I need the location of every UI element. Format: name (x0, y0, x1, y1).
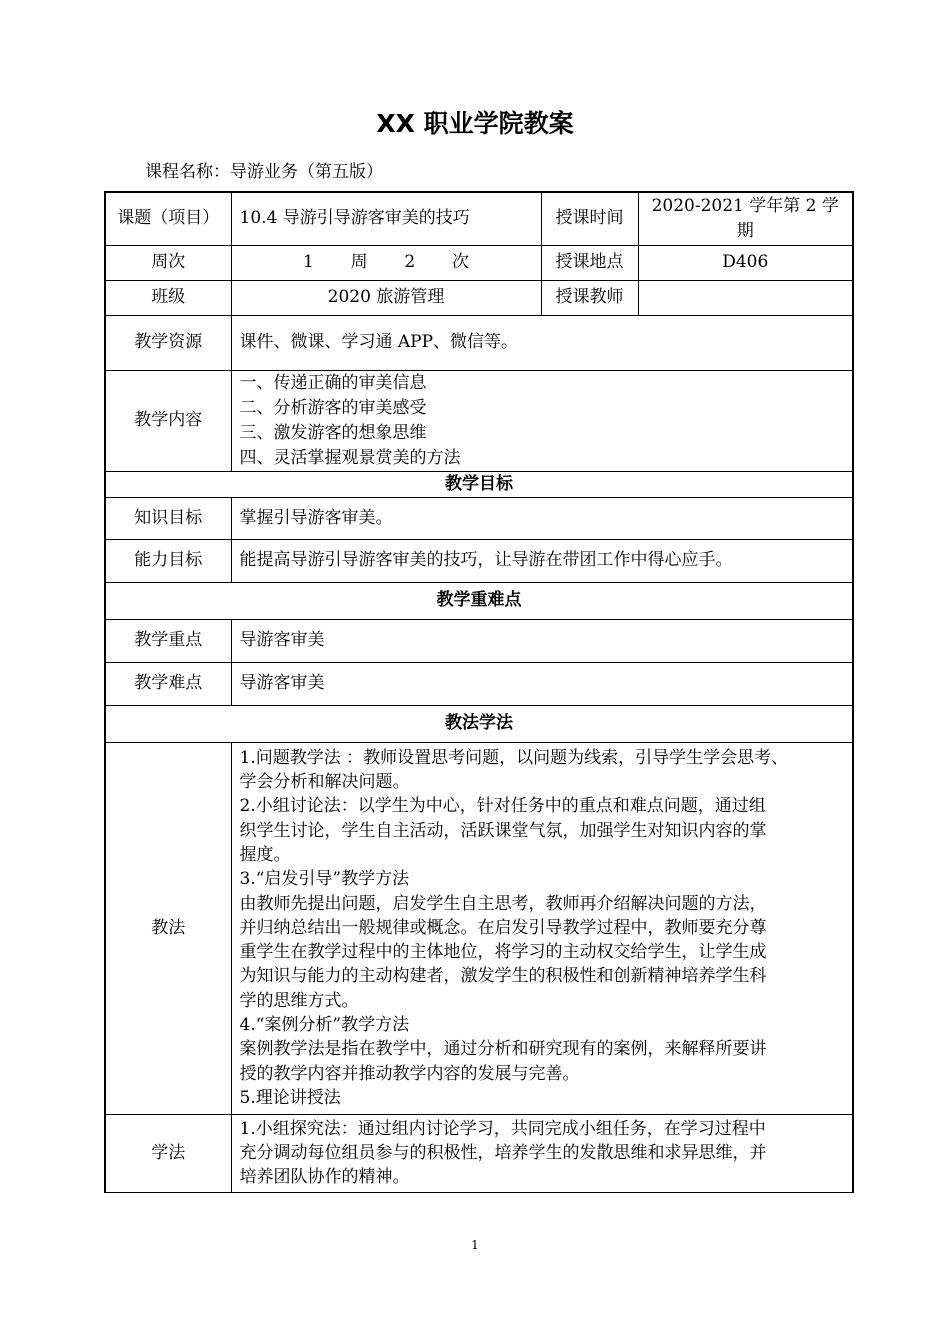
teaching-methods-text (231, 742, 853, 1114)
teaching-line: 由教师先提出问题，启发学生自主思考，教师再介绍解决问题的方法， (239, 893, 767, 914)
teaching-line: 并归纳总结出一般规律或概念。在启发引导教学过程中，教师要充分尊 (239, 917, 767, 938)
content-list (231, 370, 853, 471)
page-number: 1 (471, 1238, 479, 1252)
week-number: 1 (302, 252, 314, 272)
teaching-line: 握度。 (239, 844, 291, 865)
ability-row (105, 539, 853, 582)
teaching-line: 学的思维方式。 (239, 990, 359, 1011)
ability-label: 能力目标 (105, 539, 231, 582)
time-value: 2020-2021 学年第 2 学期 (638, 192, 853, 245)
teaching-line: 3.“启发引导”教学方法 (239, 869, 410, 890)
teaching-methods-row (105, 742, 853, 1114)
learning-line: 充分调动每位组员参与的积极性，培养学生的发散思维和求异思维，并 (239, 1142, 767, 1163)
learning-line: 培养团队协作的精神。 (239, 1167, 410, 1188)
class-value: 2020 旅游管理 (231, 280, 541, 315)
teaching-line: 2.小组讨论法：以学生为中心，针对任务中的重点和难点问题，通过组 (239, 796, 766, 817)
resources-label: 教学资源 (105, 315, 231, 370)
place-label: 授课地点 (541, 245, 638, 280)
teaching-line: 学会分析和解决问题。 (239, 772, 410, 793)
times-unit: 次 (452, 252, 470, 272)
focus-label: 教学重点 (105, 619, 231, 662)
resources-value: 课件、微课、学习通 APP、微信等。 (231, 315, 853, 370)
key-points-heading: 教学重难点 (105, 582, 853, 619)
key-points-heading-row (105, 582, 853, 619)
knowledge-label: 知识目标 (105, 497, 231, 539)
goals-heading: 教学目标 (105, 471, 853, 497)
week-value (231, 245, 541, 280)
document-title: XX 职业学院教案 (376, 109, 574, 138)
lesson-plan-table (104, 191, 854, 1193)
topic-value: 10.4 导游引导游客审美的技巧 (231, 192, 541, 245)
knowledge-row (105, 497, 853, 539)
learning-methods-row (105, 1114, 853, 1192)
place-value: D406 (638, 245, 853, 280)
teaching-line: 5.理论讲授法 (239, 1087, 341, 1108)
topic-row (105, 192, 853, 245)
methods-heading-row (105, 705, 853, 742)
teaching-line: 授的教学内容并推动教学内容的发展与完善。 (239, 1063, 580, 1084)
content-item: 二、分析游客的审美感受 (239, 397, 427, 418)
knowledge-value: 掌握引导游客审美。 (231, 497, 853, 539)
content-row (105, 370, 853, 471)
teacher-value (638, 280, 853, 315)
teacher-label: 授课教师 (541, 280, 638, 315)
teaching-methods-label: 教法 (105, 742, 231, 1114)
difficulty-value: 导游客审美 (231, 662, 853, 705)
course-name: 课程名称：导游业务（第五版） (145, 162, 383, 182)
difficulty-row (105, 662, 853, 705)
teaching-line: 重学生在教学过程中的主体地位，将学习的主动权交给学生，让学生成 (239, 942, 767, 963)
learning-line: 1.小组探究法：通过组内讨论学习，共同完成小组任务，在学习过程中 (239, 1118, 766, 1139)
content-item: 四、灵活掌握观景赏美的方法 (239, 447, 461, 468)
resources-row (105, 315, 853, 370)
teaching-line: 为知识与能力的主动构建者，激发学生的积极性和创新精神培养学生科 (239, 966, 767, 987)
teaching-line: 案例教学法是指在教学中，通过分析和研究现有的案例，来解释所要讲 (239, 1039, 767, 1060)
content-item: 三、激发游客的想象思维 (239, 422, 427, 443)
focus-row (105, 619, 853, 662)
focus-value: 导游客审美 (231, 619, 853, 662)
teaching-line: 1.问题教学法 ：教师设置思考问题，以问题为线索，引导学生学会思考、 (239, 747, 789, 768)
class-label: 班级 (105, 280, 231, 315)
class-row (105, 280, 853, 315)
week-label: 周次 (105, 245, 231, 280)
methods-heading: 教法学法 (105, 705, 853, 742)
time-label: 授课时间 (541, 192, 638, 245)
content-label: 教学内容 (105, 370, 231, 471)
week-row (105, 245, 853, 280)
goals-heading-row (105, 471, 853, 497)
topic-label: 课题（项目） (105, 192, 231, 245)
teaching-line: 织学生讨论，学生自主活动，活跃课堂气氛，加强学生对知识内容的掌 (239, 820, 767, 841)
ability-value: 能提高导游引导游客审美的技巧，让导游在带团工作中得心应手。 (231, 539, 853, 582)
teaching-line: 4.“案例分析”教学方法 (239, 1015, 410, 1036)
times-number: 2 (404, 252, 416, 272)
learning-methods-text (231, 1114, 853, 1192)
week-unit: 周 (350, 252, 368, 272)
learning-methods-label: 学法 (105, 1114, 231, 1192)
difficulty-label: 教学难点 (105, 662, 231, 705)
content-item: 一、传递正确的审美信息 (239, 372, 427, 393)
